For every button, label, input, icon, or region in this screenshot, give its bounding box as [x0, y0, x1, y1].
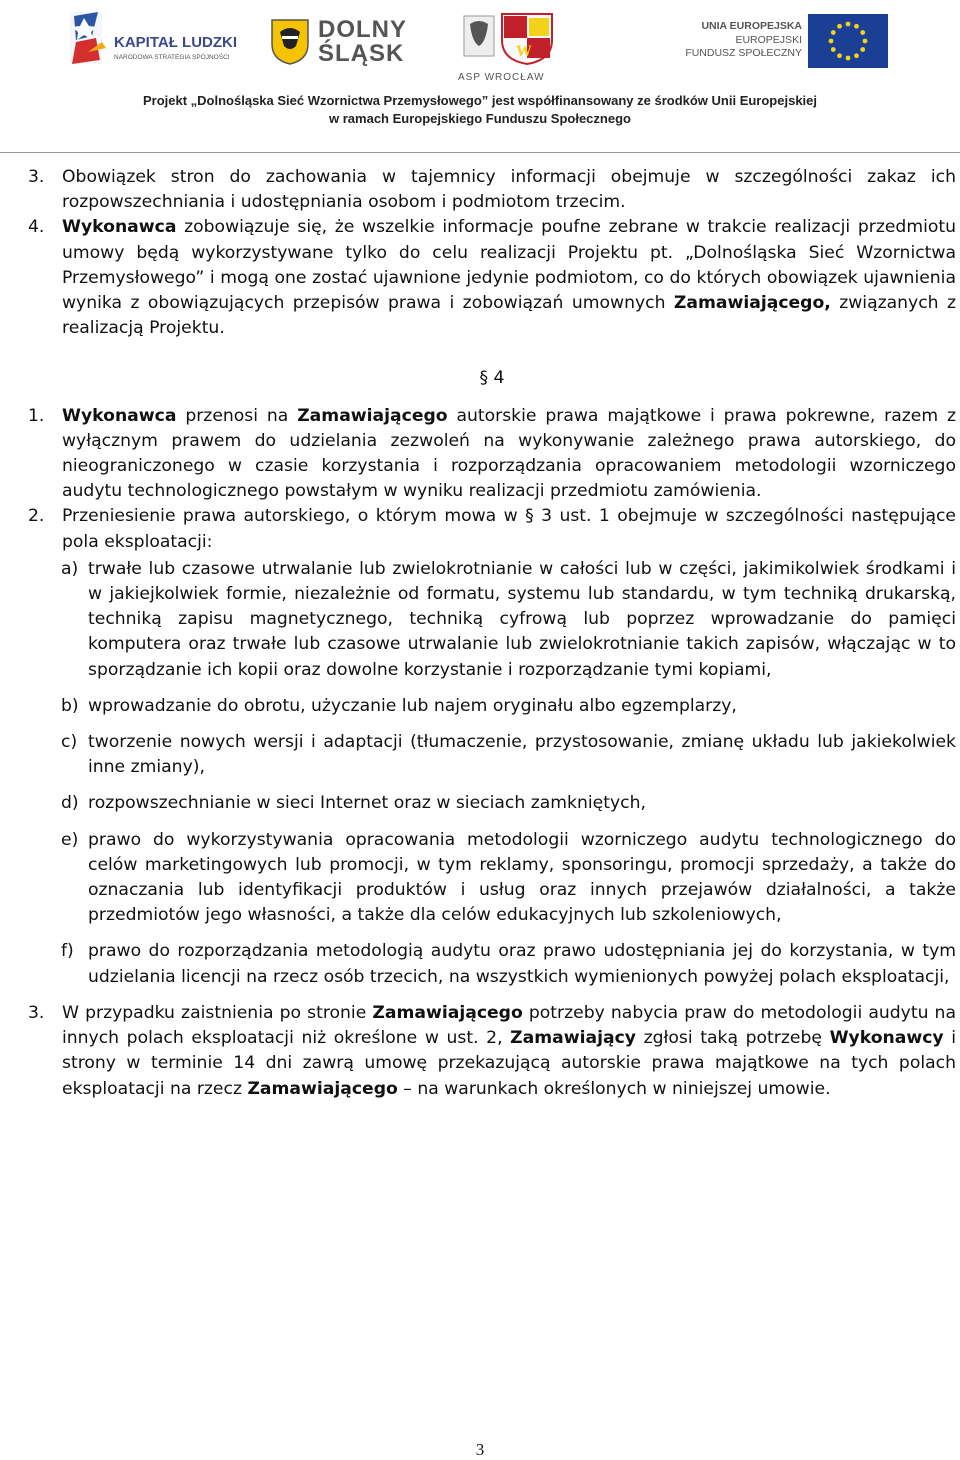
bold-term: Wykonawca: [62, 405, 177, 426]
header: [0, 0, 960, 140]
paragraph-4: [28, 215, 956, 341]
asp-wroclaw-caption: ASP WROCŁAW: [458, 72, 545, 83]
eu-star-icon: [863, 39, 868, 44]
dolny-slask-crest-icon: [268, 16, 312, 66]
item-number: 3.: [28, 1002, 45, 1023]
item-number: 1.: [28, 405, 45, 426]
bold-term: Zamawiającego: [297, 405, 448, 426]
list-label: b): [61, 695, 79, 716]
paragraph-2: [28, 504, 956, 554]
svg-text:W: W: [516, 43, 532, 60]
paragraph-text: Obowiązek stron do zachowania w tajemnicy informacji obejmuje w szczególności zakaz ich rozpowszechniania i udostępniania osobom i podmiotom trzecim.: [62, 167, 956, 213]
eu-star-icon: [831, 47, 836, 52]
bold-term: Zamawiającego: [247, 1078, 398, 1099]
paragraph-text: związanych z realizacją Projektu.: [62, 293, 956, 339]
eu-star-icon: [831, 30, 836, 35]
paragraph-3: [28, 165, 956, 215]
list-item-f: [28, 939, 956, 989]
paragraph-text: – na warunkach określonych w niniejszej umowie.: [397, 1078, 831, 1099]
list-label: a): [61, 558, 79, 579]
eu-star-icon: [854, 24, 859, 29]
list-text: trwałe lub czasowe utrwalanie lub zwielokrotnianie w całości lub w części, jakimikolwiek środkami i w jakiejkolwiek formie, niezależnie od formatu, systemu lub standardu, w tym techniką drukarską, techniką zapisu magnetycznego, techniką cyfrową lub poprzez wprowadzanie do pamięci komputera oraz trwałe lub czasowe utrwalanie lub zwielokrotnianie takich zapisów, włączając w to sporządzanie ich kopii oraz dowolne korzystanie i rozporządzanie tymi kopiami,: [88, 558, 956, 680]
kapital-ludzki-name: KAPITAŁ LUDZKI: [114, 34, 238, 51]
eu-efs-logo: [685, 14, 890, 74]
bold-term: Wykonawca: [62, 217, 177, 238]
bold-term: Zamawiający: [510, 1028, 636, 1049]
asp-wroclaw-logo: [458, 10, 558, 85]
eu-line1: UNIA EUROPEJSKA: [701, 20, 802, 32]
eu-line3: FUNDUSZ SPOŁECZNY: [685, 47, 802, 59]
list-item-a: [28, 557, 956, 683]
list-label: f): [61, 941, 74, 962]
item-number: 4.: [28, 217, 45, 238]
slask-text: ŚLĄSK: [318, 40, 405, 67]
bold-term: Zamawiającego: [372, 1002, 523, 1023]
eu-star-icon: [846, 56, 851, 61]
paragraph-text: i strony w terminie 14 dni zawrą umowę przekazującą autorskie prawa majątkowe na tych polach eksploatacji na rzecz: [62, 1028, 956, 1099]
eu-star-icon: [837, 53, 842, 58]
asp-shields-icon: [458, 10, 558, 66]
list-item-e: [28, 828, 956, 929]
item-number: 3.: [28, 167, 45, 187]
list-item-c: [28, 730, 956, 780]
eu-star-icon: [860, 47, 865, 52]
paragraph-text: zobowiązuje się, że wszelkie informacje poufne zebrane w trakcie realizacji przedmiotu umowy będą wykorzystywane tylko do celu realizacji Projektu pt. „Dolnośląska Sieć Wzornictwa Przemysłowego” i mogą one zostać ujawnione jedynie podmiotom, co do których obowiązek ujawnienia wynika z obowiązujących przepisów prawa i zobowiązań umownych: [62, 217, 956, 314]
header-divider: [0, 152, 960, 153]
eu-flag-icon: [808, 14, 888, 68]
list-label: e): [61, 829, 79, 850]
list-text: prawo do rozporządzania metodologią audytu oraz prawo udostępniania jej do korzystania, w tym udzielania licencji na rzecz osób trzecich, na wszystkich wymienionych powyżej polach eksploatacji,: [88, 941, 956, 987]
banner-line-2: w ramach Europejskiego Funduszu Społecznego: [329, 111, 631, 126]
eu-star-icon: [854, 53, 859, 58]
list-text: tworzenie nowych wersji i adaptacji (tłumaczenie, przystosowanie, zmianę układu lub jakiekolwiek inne zmiany),: [88, 732, 956, 778]
dolny-slask-logo: [268, 16, 438, 72]
list-item-b: [28, 694, 956, 719]
dolny-text: DOLNY: [318, 16, 407, 43]
list-text: prawo do wykorzystywania opracowania metodologii wzorniczego audytu technologicznego do celów marketingowych lub promocji, w tym reklamy, sponsoringu, promocji sprzedaży, a także do oznaczania lub identyfikacji produktów i usług oraz innych przejawów działalności, a także przedmiotów jego własności, a także dla celów edukacyjnych lub szkoleniowych,: [88, 829, 956, 926]
kapital-ludzki-subtitle: NARODOWA STRATEGIA SPÓJNOŚCI: [114, 54, 230, 61]
eu-line2: EUROPEJSKI: [735, 34, 802, 46]
eu-star-icon: [829, 39, 834, 44]
item-number: 2.: [28, 506, 45, 527]
list-item-d: [28, 791, 956, 816]
banner-line-1: Projekt „Dolnośląska Sieć Wzornictwa Przemysłowego” jest współfinansowany ze środków Unii Europejskiej: [142, 93, 817, 108]
eu-star-icon: [837, 24, 842, 29]
section-heading: § 4: [479, 368, 505, 389]
kapital-ludzki-logo: [62, 8, 252, 78]
kapital-ludzki-emblem-icon: [62, 8, 118, 68]
paragraph-1: [28, 404, 956, 505]
list-text: rozpowszechnianie w sieci Internet oraz w sieciach zamkniętych,: [88, 793, 646, 814]
bold-term: Zamawiającego,: [673, 293, 831, 314]
list-label: d): [61, 793, 79, 814]
paragraph-text: W przypadku zaistnienia po stronie: [62, 1002, 373, 1023]
paragraph-text: autorskie prawa majątkowe i prawa pokrewne, razem z wyłącznym prawem do udzielania zezwoleń na wykonywanie zależnego prawa autorskiego, do nieograniczonego w czasie korzystania i rozporządzania opracowaniem metodologii wzorniczego audytu technologicznego powstałym w wyniku realizacji przedmiotu zamówienia.: [62, 405, 956, 502]
eu-star-icon: [860, 30, 865, 35]
document-body: [28, 165, 956, 1102]
paragraph-text: potrzeby nabycia praw do metodologii audytu na innych polach eksploatacji niż określone w ust. 2,: [62, 1002, 956, 1049]
eu-star-icon: [846, 22, 851, 27]
list-label: c): [61, 732, 78, 753]
list-text: wprowadzanie do obrotu, użyczanie lub najem oryginału albo egzemplarzy,: [88, 695, 737, 716]
bold-term: Wykonawcy: [829, 1028, 944, 1049]
paragraph-3-final: [28, 1001, 956, 1102]
page-number: 3: [475, 1440, 485, 1459]
paragraph-text: Przeniesienie prawa autorskiego, o którym mowa w § 3 ust. 1 obejmuje w szczególności następujące pola eksploatacji:: [62, 506, 956, 552]
paragraph-text: zgłosi taką potrzebę: [635, 1028, 830, 1049]
paragraph-text: przenosi na: [176, 405, 298, 426]
